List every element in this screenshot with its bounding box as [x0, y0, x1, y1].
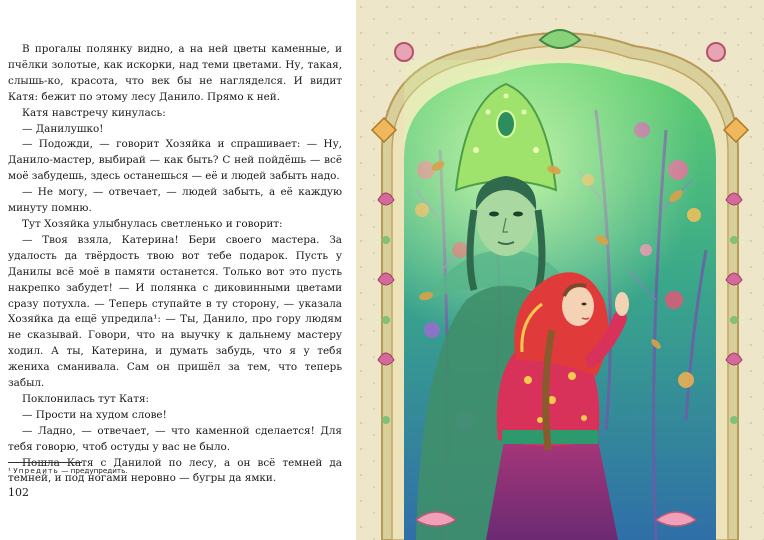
footnote: [8, 466, 338, 475]
paragraph: — Не могу, — отвечает, — людей забыть, а её каждую минуту помню.: [8, 186, 342, 215]
folk-tale-illustration: [356, 0, 764, 540]
footnote-divider: [8, 462, 82, 463]
paragraph: Тут Хозяйка улыбнулась светленько и говорит:: [22, 217, 283, 230]
footnote-word: Упредить: [13, 466, 59, 475]
paragraph: — Твоя взяла, Катерина! Бери своего мастера. За удалость да твёрдость твою вот тебе подарок. Пусть у Данилы всё моё в памяти останется. Только вот это пусть накрепко забудет! — И полянка с диковинными цветами сразу потухла. — Теперь ступайте в ту сторону, — указала Хозяйка да ещё упредила¹: — Ты, Данило, про гору людям не сказывай. Говори, что на выучку к дальнему мастеру ходил. А ты, Катерина, и думать забудь, что я у тебя жениха сманивала. Сам он пришёл за тем, что теперь забыл.: [8, 233, 342, 390]
paragraph: — Прости на худом слове!: [22, 408, 167, 421]
left-page: [0, 0, 356, 540]
paragraph: Катя навстречу кинулась:: [22, 106, 166, 119]
footnote-marker: ¹: [8, 466, 11, 475]
paragraph: — Подожди, — говорит Хозяйка и спрашивает: — Ну, Данило-мастер, выбирай — как быть? С ней пойдёшь — всё моё забудешь, здесь останешься — её и людей забыть надо.: [8, 138, 342, 183]
paragraph: В прогалы полянку видно, а на ней цветы каменные, и пчёлки золотые, как искорки, над теми цветами. Ну, такая, слышь-ко, красота, что век бы не нагляделся. И видит Катя: бежит по этому лесу Данило. Прямо к ней.: [8, 43, 342, 103]
story-text: [8, 42, 342, 487]
paragraph: Поклонилась тут Катя:: [22, 392, 150, 405]
paragraph: — Ладно, — отвечает, — что каменной сделается! Для тебя говорю, чтоб остуды у вас не было.: [8, 424, 342, 453]
paragraph: — Данилушко!: [22, 122, 104, 135]
footnote-definition: — предупредить.: [58, 466, 128, 475]
paragraph: Пошла Катя с Данилой по лесу, а он всё темней да темней, и под ногами неровно — бугры да ямки.: [8, 456, 342, 485]
page-number: 102: [8, 486, 29, 499]
illustration-page: [356, 0, 764, 540]
